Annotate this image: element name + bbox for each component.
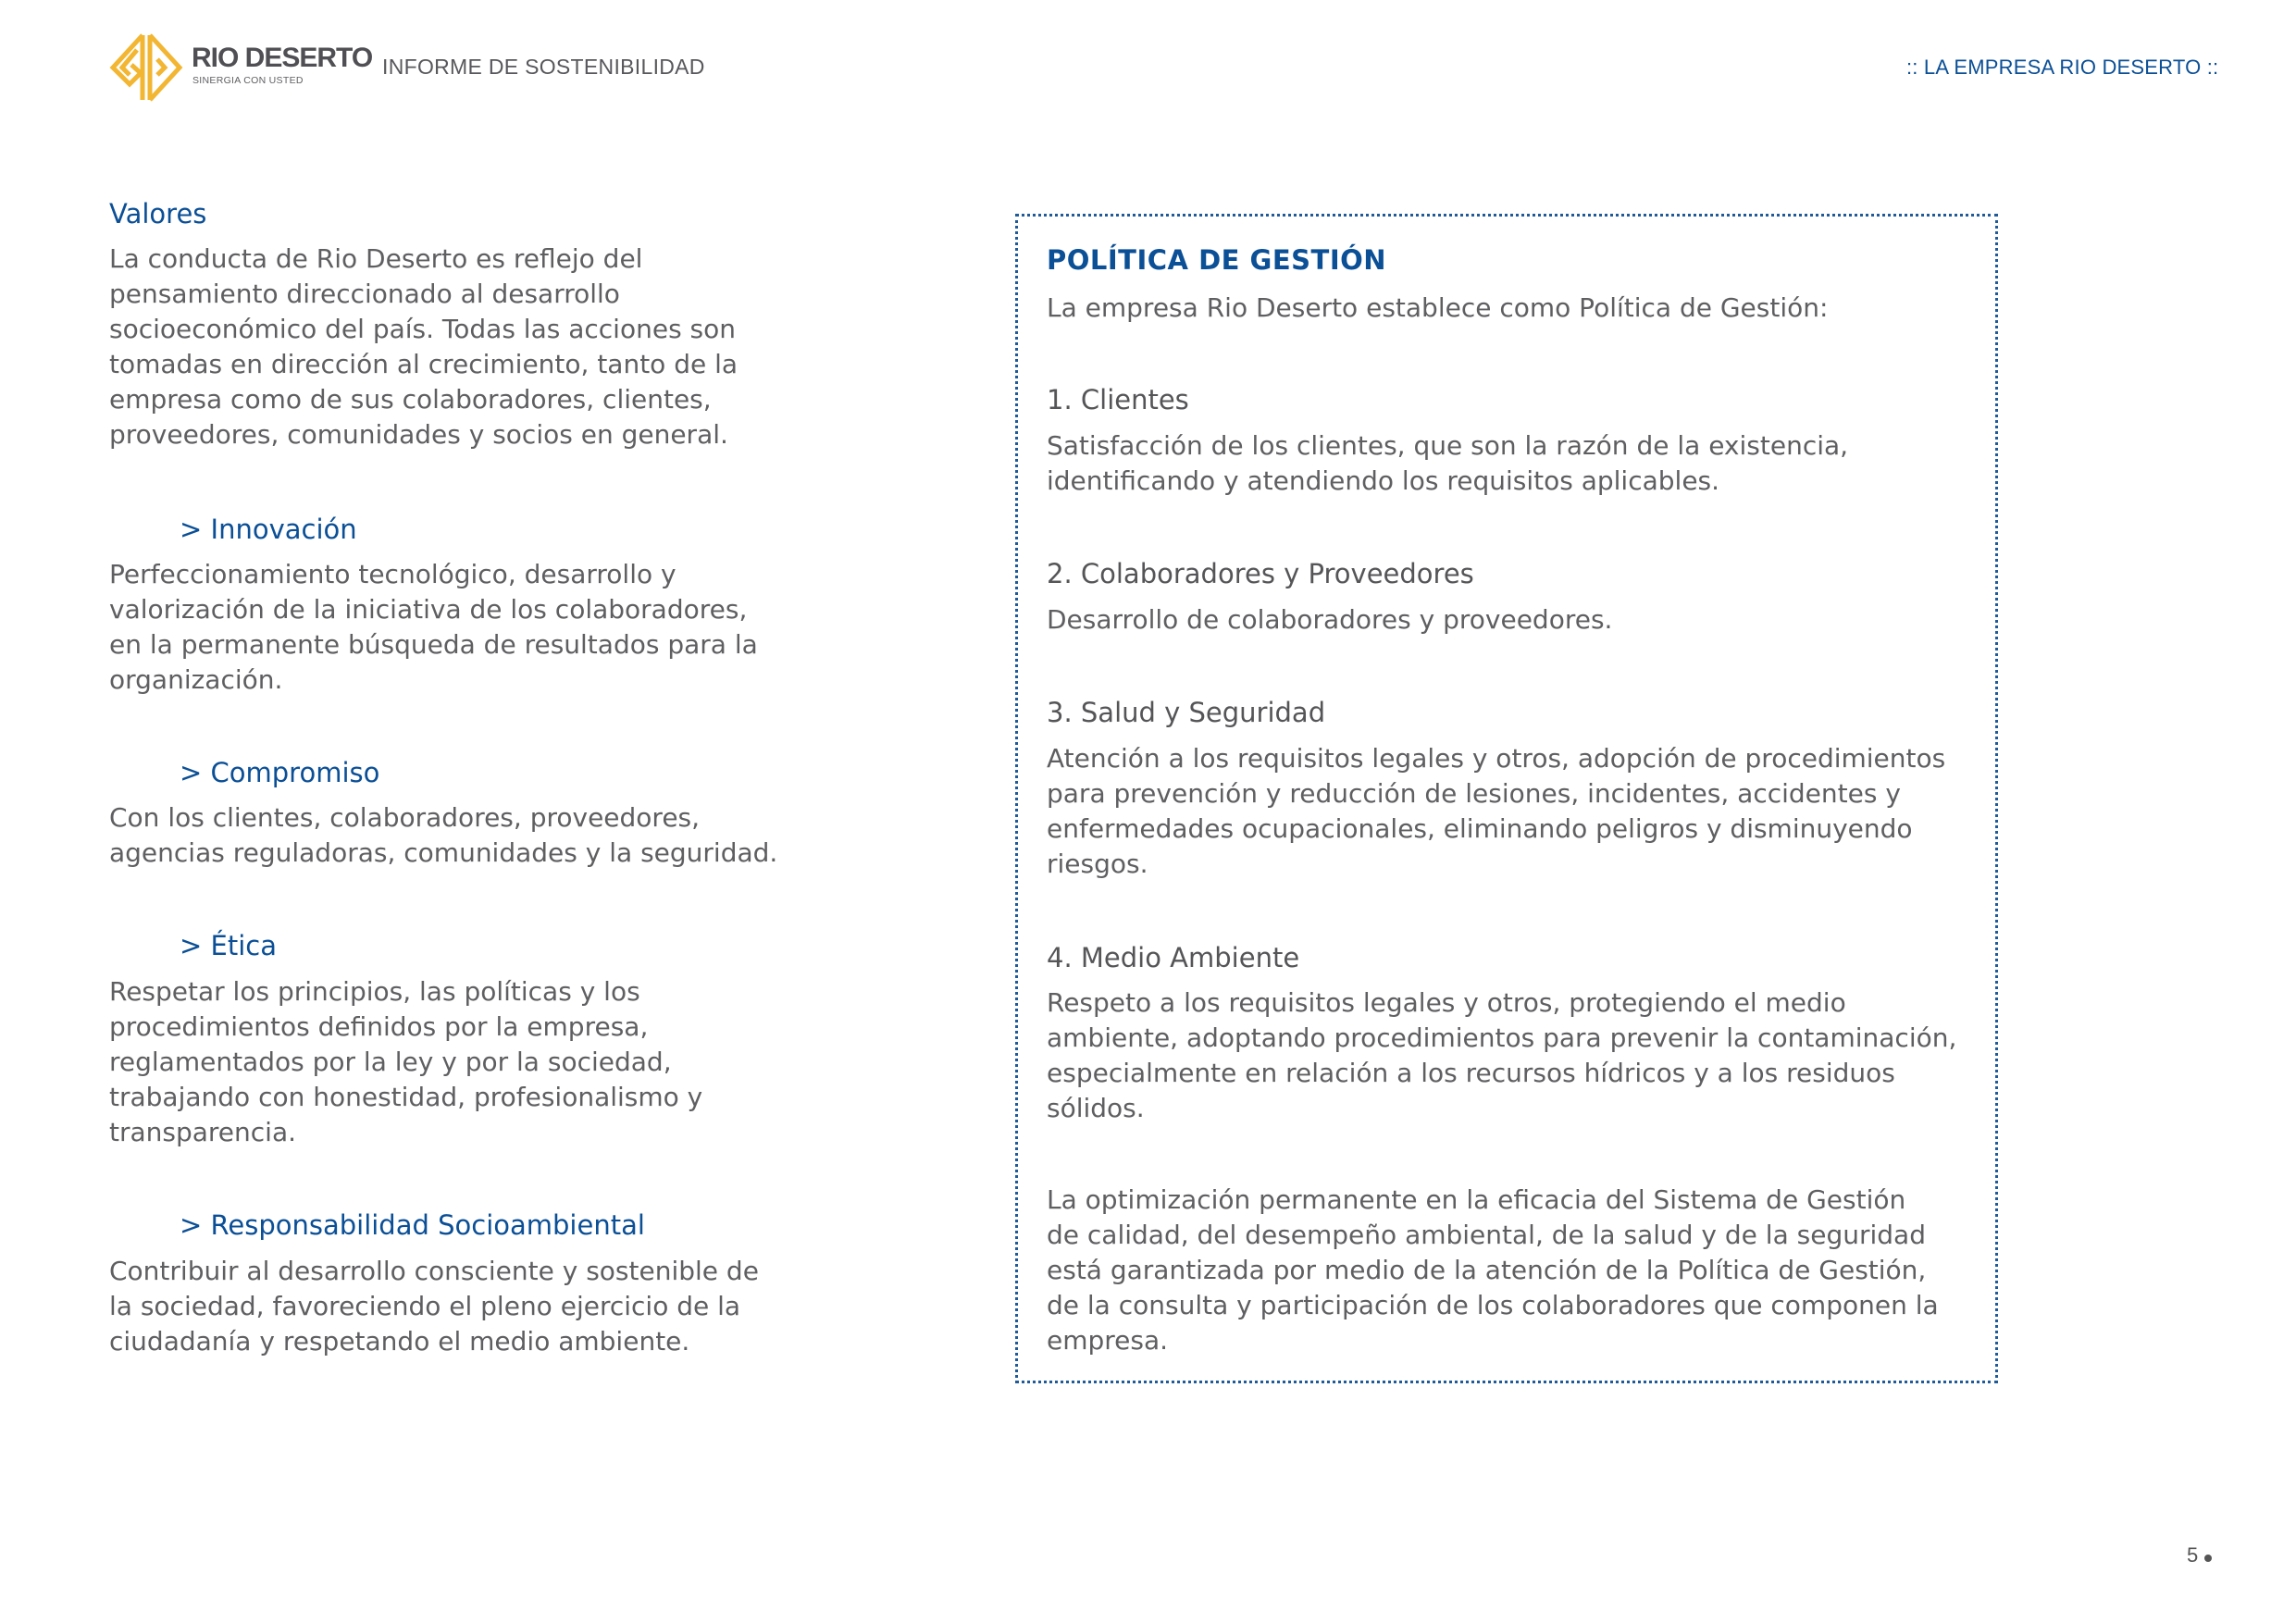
text-line: especialmente en relación a los recursos hídricos y a los residuos	[1047, 1058, 1895, 1088]
policy-item-text-salud	[1047, 741, 1945, 882]
text-line: riesgos.	[1047, 849, 1148, 879]
text-line: tomadas en dirección al crecimiento, tanto de la	[109, 349, 738, 379]
section-tag: :: LA EMPRESA RIO DESERTO ::	[1906, 56, 2219, 79]
text-line: está garantizada por medio de la atención de la Política de Gestión,	[1047, 1255, 1927, 1285]
text-line: trabajando con honestidad, profesionalismo y	[109, 1082, 703, 1112]
text-line: enfermedades ocupacionales, eliminando peligros y disminuyendo	[1047, 813, 1913, 844]
text-line: La optimización permanente en la eficacia del Sistema de Gestión	[1047, 1184, 1906, 1215]
text-line: La conducta de Rio Deserto es reflejo del	[109, 243, 643, 274]
value-text-innovacion	[109, 557, 758, 698]
text-line: ambiente, adoptando procedimientos para prevenir la contaminación,	[1047, 1022, 1957, 1053]
policy-item-title-clientes: 1. Clientes	[1047, 384, 1189, 415]
value-text-responsabilidad	[109, 1254, 759, 1359]
text-line: sólidos.	[1047, 1093, 1145, 1123]
text-line: empresa como de sus colaboradores, clientes,	[109, 384, 712, 415]
text-line: transparencia.	[109, 1117, 297, 1147]
text-line: empresa.	[1047, 1325, 1169, 1356]
policy-item-text-clientes	[1047, 428, 1848, 499]
text-line: Respeto a los requisitos legales y otros, protegiendo el medio	[1047, 987, 1846, 1018]
value-title-responsabilidad: > Responsabilidad Socioambiental	[180, 1209, 645, 1241]
text-line: Satisfacción de los clientes, que son la razón de la existencia,	[1047, 430, 1849, 461]
text-line: proveedores, comunidades y socios en general.	[109, 419, 728, 450]
text-line: de calidad, del desempeño ambiental, de la salud y de la seguridad	[1047, 1220, 1926, 1250]
value-title-innovacion: > Innovación	[180, 514, 357, 545]
text-line: para prevención y reducción de lesiones, incidentes, accidentes y	[1047, 778, 1901, 809]
brand-name: RIO DESERTO	[192, 43, 373, 73]
values-intro	[109, 242, 738, 452]
policy-intro: La empresa Rio Deserto establece como Política de Gestión:	[1047, 292, 1829, 323]
text-line: Atención a los requisitos legales y otros, adopción de procedimientos	[1047, 743, 1946, 774]
page-number: 5	[2187, 1543, 2199, 1567]
policy-item-text-colaboradores	[1047, 602, 1612, 638]
value-title-compromiso: > Compromiso	[180, 757, 380, 788]
text-line: reglamentados por la ley y por la sociedad,	[109, 1047, 672, 1077]
policy-item-title-salud: 3. Salud y Seguridad	[1047, 697, 1326, 728]
text-line: ciudadanía y respetando el medio ambiente.	[109, 1326, 690, 1357]
text-line: valorización de la iniciativa de los colaboradores,	[109, 594, 748, 625]
text-line: de la consulta y participación de los colaboradores que componen la	[1047, 1290, 1939, 1320]
value-text-etica	[109, 974, 702, 1150]
text-line: pensamiento direccionado al desarrollo	[109, 279, 620, 309]
value-title-etica: > Ética	[180, 930, 277, 961]
text-line: organización.	[109, 664, 283, 695]
rio-deserto-logo-icon	[109, 31, 183, 104]
text-line: Perfeccionamiento tecnológico, desarrollo y	[109, 559, 676, 589]
policy-title: POLÍTICA DE GESTIÓN	[1047, 244, 1387, 276]
text-line: Respetar los principios, las políticas y los	[109, 976, 640, 1007]
page-bullet-icon	[2204, 1555, 2212, 1562]
policy-item-title-ambiente: 4. Medio Ambiente	[1047, 942, 1300, 973]
text-line: procedimientos definidos por la empresa,	[109, 1011, 649, 1042]
text-line: Con los clientes, colaboradores, proveedores,	[109, 802, 701, 833]
value-text-compromiso	[109, 800, 777, 871]
text-line: socioeconómico del país. Todas las acciones son	[109, 314, 737, 344]
policy-item-text-ambiente	[1047, 985, 1956, 1126]
report-title: INFORME DE SOSTENIBILIDAD	[382, 55, 705, 79]
text-line: Desarrollo de colaboradores y proveedores.	[1047, 604, 1613, 635]
values-title: Valores	[109, 198, 207, 229]
text-line: identificando y atendiendo los requisitos aplicables.	[1047, 465, 1720, 496]
text-line: agencias reguladoras, comunidades y la seguridad.	[109, 837, 778, 868]
text-line: en la permanente búsqueda de resultados para la	[109, 629, 758, 660]
brand-tagline: SINERGIA CON USTED	[192, 75, 304, 86]
policy-item-title-colaboradores: 2. Colaboradores y Proveedores	[1047, 558, 1474, 589]
text-line: la sociedad, favoreciendo el pleno ejercicio de la	[109, 1291, 741, 1321]
text-line: Contribuir al desarrollo consciente y sostenible de	[109, 1256, 759, 1286]
policy-closing	[1047, 1183, 1939, 1358]
